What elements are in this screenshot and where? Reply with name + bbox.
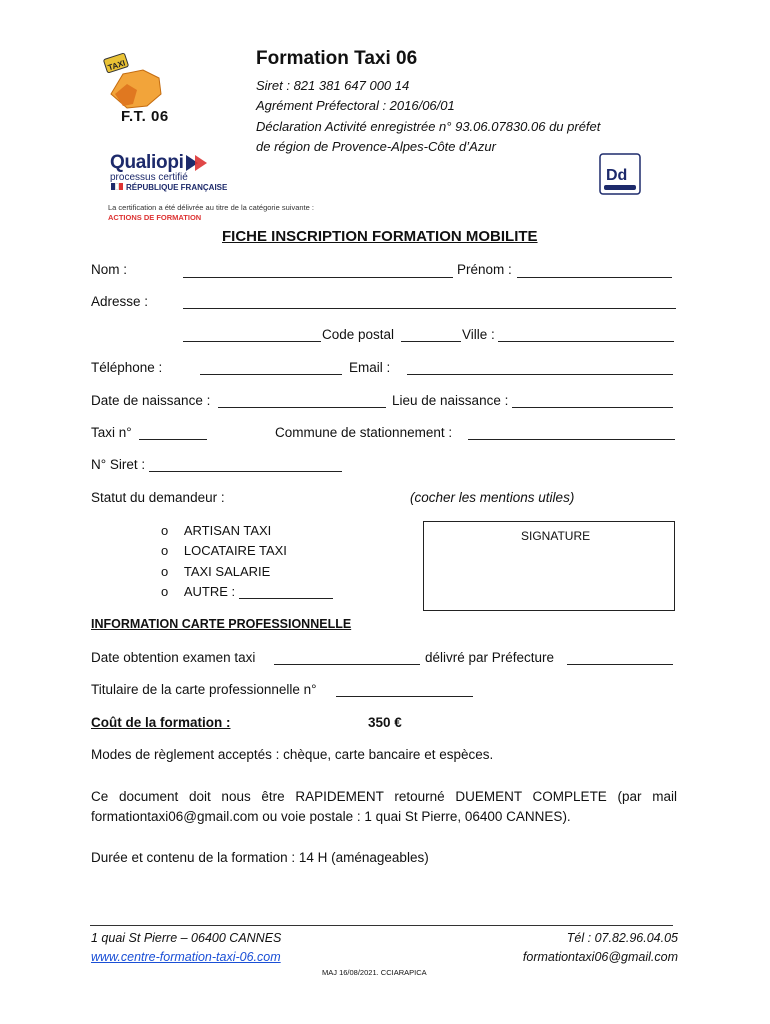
footer-email: formationtaxi06@gmail.com (522, 950, 678, 964)
option-salarie[interactable]: o TAXI SALARIE (161, 564, 271, 579)
datadock-logo (598, 152, 642, 196)
titulaire-field[interactable] (336, 696, 473, 697)
qualiopi-word: Qualiopi (110, 152, 184, 173)
nom-label: Nom : (91, 262, 128, 277)
siret-label: N° Siret : (91, 457, 146, 472)
statut-label: Statut du demandeur : (91, 490, 225, 505)
retour-line-2: formationtaxi06@gmail.com ou voie postale : 1 quai St Pierre, 06400 CANNES). (91, 809, 571, 824)
footer-website-link[interactable]: www.centre-formation-taxi-06.com (91, 950, 281, 964)
footer-maj: MAJ 16/08/2021. CCIARAPICA (322, 968, 427, 977)
commune-label: Commune de stationnement : (275, 425, 453, 440)
adresse-line-2-field[interactable] (183, 341, 321, 342)
declaration-line-2: de région de Provence-Alpes-Côte d’Azur (256, 139, 496, 154)
logo-caption: F.T. 06 (121, 108, 169, 125)
company-title: Formation Taxi 06 (256, 48, 418, 69)
email-field[interactable] (407, 374, 673, 375)
footer-tel: Tél : 07.82.96.04.05 (566, 931, 678, 945)
form-title: FICHE INSCRIPTION FORMATION MOBILITE (222, 228, 538, 245)
date-naissance-field[interactable] (218, 407, 386, 408)
adresse-label: Adresse : (91, 294, 149, 309)
date-naissance-label: Date de naissance : (91, 393, 211, 408)
cout-value: 350 € (368, 715, 402, 730)
svg-text:Dd: Dd (606, 167, 628, 184)
prefecture-field[interactable] (567, 664, 673, 665)
checkbox-circle-icon[interactable]: o (161, 564, 169, 579)
autre-field[interactable] (239, 598, 333, 599)
date-obtention-label: Date obtention examen taxi (91, 650, 256, 665)
qualiopi-arrow-icon (184, 153, 210, 173)
logo-taxi-text: TAXI (106, 58, 127, 73)
certification-line: La certification a été délivrée au titre de la catégorie suivante : (108, 203, 314, 212)
siret-line: Siret : 821 381 647 000 14 (256, 78, 410, 93)
checkbox-circle-icon[interactable]: o (161, 543, 169, 558)
email-label: Email : (349, 360, 391, 375)
commune-field[interactable] (468, 439, 675, 440)
taxi-n-label: Taxi n° (91, 425, 132, 440)
signature-label: SIGNATURE (521, 529, 591, 543)
telephone-field[interactable] (200, 374, 342, 375)
certification-category: ACTIONS DE FORMATION (108, 213, 202, 222)
footer-divider (90, 925, 673, 926)
prenom-label: Prénom : (457, 262, 512, 277)
code-postal-label: Code postal (322, 327, 395, 342)
lieu-naissance-field[interactable] (512, 407, 673, 408)
siret-field[interactable] (149, 471, 342, 472)
modes-reglement: Modes de règlement acceptés : chèque, carte bancaire et espèces. (91, 747, 494, 762)
qualiopi-subtitle: processus certifié (110, 172, 188, 183)
date-obtention-field[interactable] (274, 664, 420, 665)
footer-address: 1 quai St Pierre – 06400 CANNES (91, 931, 282, 945)
agrement-line: Agrément Préfectoral : 2016/06/01 (256, 98, 455, 113)
taxi-n-field[interactable] (139, 439, 207, 440)
titulaire-label: Titulaire de la carte professionnelle n° (91, 682, 317, 697)
option-locataire[interactable]: o LOCATAIRE TAXI (161, 543, 287, 558)
telephone-label: Téléphone : (91, 360, 163, 375)
checkbox-circle-icon[interactable]: o (161, 523, 169, 538)
ville-label: Ville : (462, 327, 495, 342)
cout-label: Coût de la formation : (91, 715, 231, 730)
code-postal-field[interactable] (401, 341, 461, 342)
ville-field[interactable] (498, 341, 674, 342)
declaration-line-1: Déclaration Activité enregistrée n° 93.06.07830.06 du préfet (256, 119, 601, 134)
adresse-field[interactable] (183, 308, 676, 309)
republique-label: RÉPUBLIQUE FRANÇAISE (111, 183, 227, 192)
duree-formation: Durée et contenu de la formation : 14 H (aménageables) (91, 850, 429, 865)
nom-field[interactable] (183, 277, 453, 278)
qualiopi-logo (110, 152, 210, 183)
retour-line-1: Ce document doit nous être RAPIDEMENT retourné DUEMENT COMPLETE (par mail (91, 789, 677, 804)
lieu-naissance-label: Lieu de naissance : (392, 393, 509, 408)
delivre-label: délivré par Préfecture (425, 650, 555, 665)
option-artisan[interactable]: o ARTISAN TAXI (161, 523, 272, 538)
prenom-field[interactable] (517, 277, 672, 278)
option-autre[interactable]: o AUTRE : (161, 584, 236, 599)
carte-heading: INFORMATION CARTE PROFESSIONNELLE (91, 617, 352, 631)
cocher-note: (cocher les mentions utiles) (410, 490, 575, 505)
checkbox-circle-icon[interactable]: o (161, 584, 169, 599)
